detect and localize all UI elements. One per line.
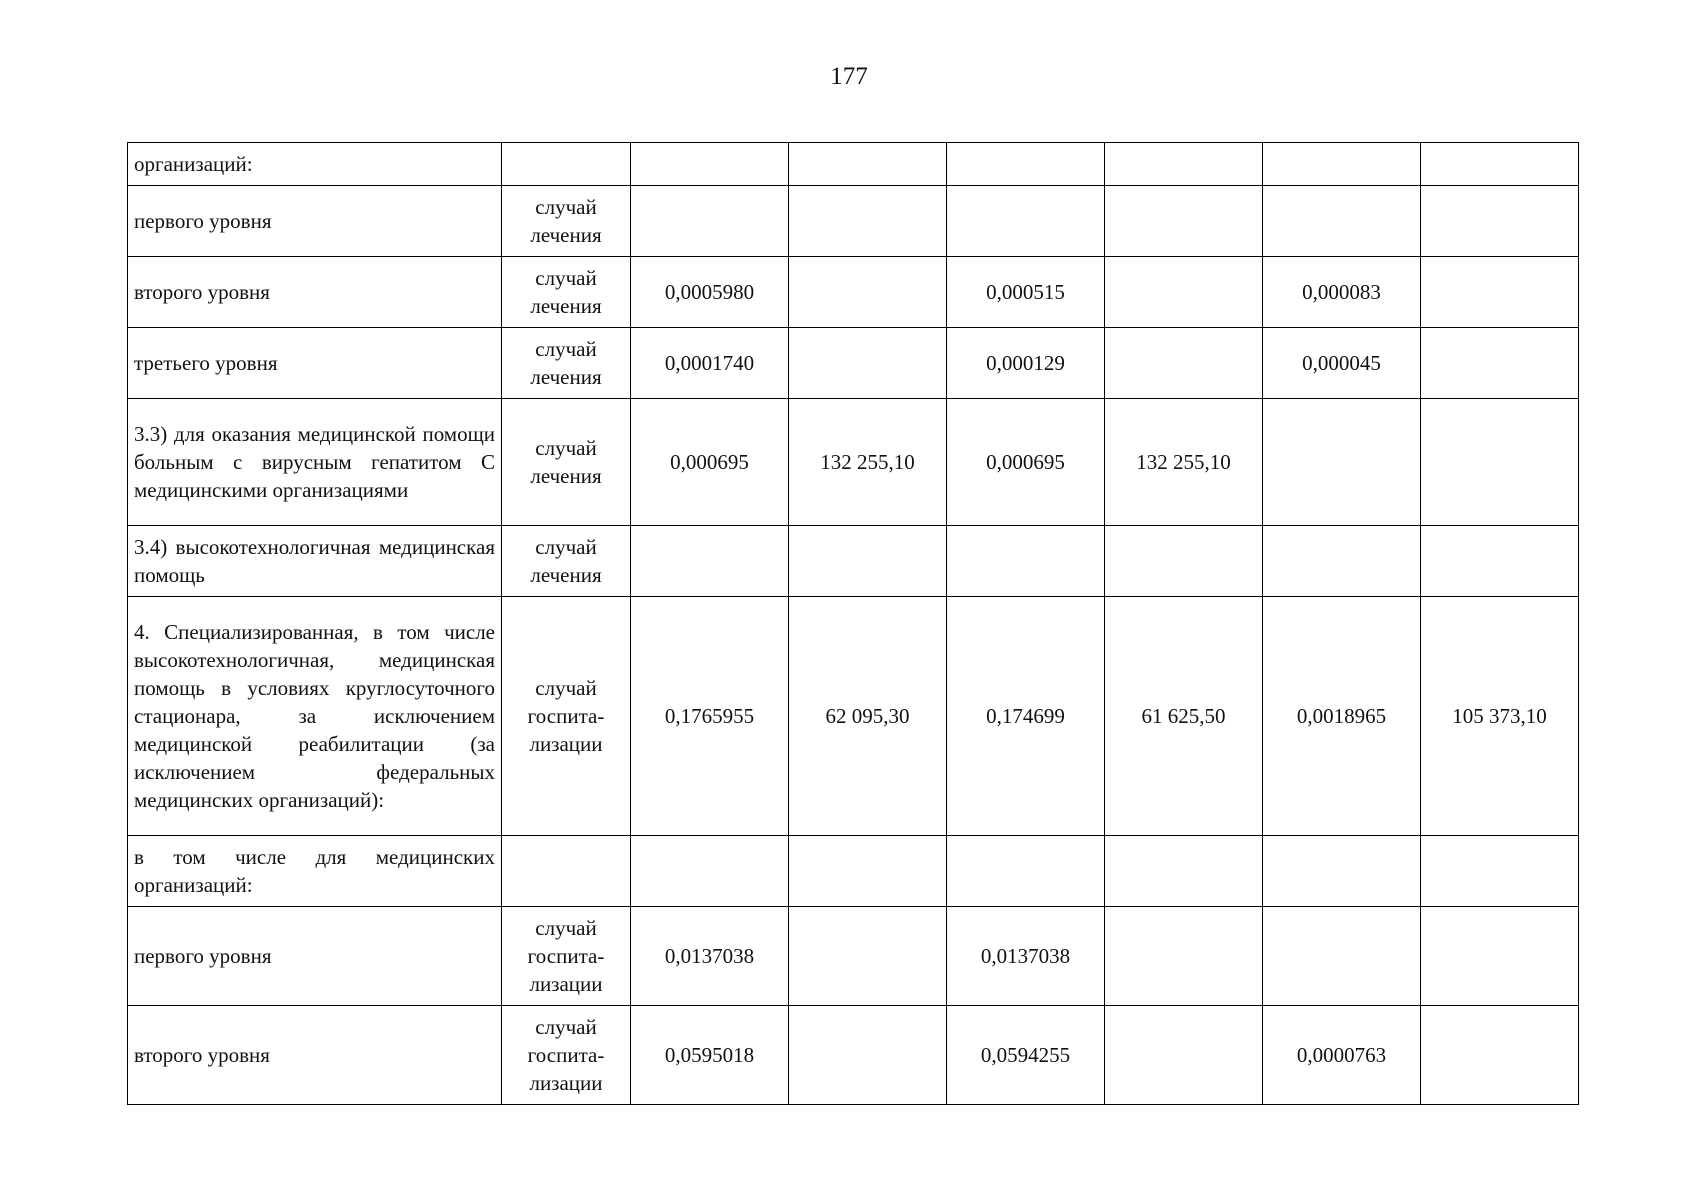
unit-cell bbox=[502, 1006, 631, 1105]
value-cell: 0,000083 bbox=[1263, 257, 1421, 328]
value-cell: 0,000695 bbox=[947, 399, 1105, 526]
value-cell: 105 373,10 bbox=[1421, 597, 1579, 836]
unit-line: госпита- bbox=[527, 1043, 605, 1067]
unit-line: случай bbox=[535, 266, 597, 290]
row-name-cell: в том числе для медицинских организаций: bbox=[128, 836, 502, 907]
value-cell: 62 095,30 bbox=[789, 597, 947, 836]
unit-cell bbox=[502, 328, 631, 399]
unit-line: лизации bbox=[529, 1071, 603, 1095]
value-cell: 0,0137038 bbox=[947, 907, 1105, 1006]
row-name-cell: второго уровня bbox=[128, 1006, 502, 1105]
table-row bbox=[128, 597, 1579, 836]
row-name-cell: 3.4) высокотехнологичная медицинская помощь bbox=[128, 526, 502, 597]
unit-line: госпита- bbox=[527, 704, 605, 728]
unit-line: лечения bbox=[530, 223, 602, 247]
unit-cell bbox=[502, 836, 631, 907]
value-cell: 0,0005980 bbox=[631, 257, 789, 328]
unit-line: лизации bbox=[529, 732, 603, 756]
unit-line: лечения bbox=[530, 294, 602, 318]
value-cell bbox=[1105, 1006, 1263, 1105]
value-cell: 0,0137038 bbox=[631, 907, 789, 1006]
table-row bbox=[128, 328, 1579, 399]
unit-cell bbox=[502, 907, 631, 1006]
value-cell: 0,0595018 bbox=[631, 1006, 789, 1105]
unit-cell bbox=[502, 597, 631, 836]
value-cell bbox=[1105, 257, 1263, 328]
value-cell: 0,0594255 bbox=[947, 1006, 1105, 1105]
unit-line: случай bbox=[535, 195, 597, 219]
value-cell bbox=[947, 143, 1105, 186]
value-cell: 0,000515 bbox=[947, 257, 1105, 328]
value-cell: 61 625,50 bbox=[1105, 597, 1263, 836]
value-cell bbox=[1105, 836, 1263, 907]
value-cell bbox=[947, 836, 1105, 907]
value-cell bbox=[789, 1006, 947, 1105]
value-cell bbox=[631, 143, 789, 186]
value-cell bbox=[1421, 186, 1579, 257]
value-cell bbox=[1105, 328, 1263, 399]
value-cell bbox=[789, 526, 947, 597]
unit-line: случай bbox=[535, 337, 597, 361]
data-table bbox=[127, 142, 1579, 1105]
value-cell bbox=[1421, 399, 1579, 526]
value-cell bbox=[1263, 836, 1421, 907]
row-name-cell: 3.3) для оказания медицинской помощи больным с вирусным гепатитом С медицинскими организациями bbox=[128, 399, 502, 526]
value-cell bbox=[1263, 907, 1421, 1006]
value-cell bbox=[1421, 328, 1579, 399]
unit-cell bbox=[502, 399, 631, 526]
unit-line: госпита- bbox=[527, 944, 605, 968]
value-cell bbox=[1105, 143, 1263, 186]
value-cell bbox=[1421, 907, 1579, 1006]
value-cell: 0,000045 bbox=[1263, 328, 1421, 399]
value-cell bbox=[1105, 907, 1263, 1006]
unit-line: случай bbox=[535, 535, 597, 559]
table-row bbox=[128, 907, 1579, 1006]
value-cell bbox=[1105, 526, 1263, 597]
value-cell bbox=[1263, 186, 1421, 257]
unit-cell bbox=[502, 143, 631, 186]
value-cell bbox=[1421, 143, 1579, 186]
table-row bbox=[128, 143, 1579, 186]
value-cell bbox=[1421, 836, 1579, 907]
value-cell bbox=[789, 186, 947, 257]
row-name-cell: первого уровня bbox=[128, 186, 502, 257]
value-cell: 0,1765955 bbox=[631, 597, 789, 836]
row-name-cell: третьего уровня bbox=[128, 328, 502, 399]
unit-line: случай bbox=[535, 676, 597, 700]
value-cell bbox=[631, 836, 789, 907]
value-cell bbox=[789, 257, 947, 328]
row-name-cell: второго уровня bbox=[128, 257, 502, 328]
value-cell: 0,0000763 bbox=[1263, 1006, 1421, 1105]
unit-line: лечения bbox=[530, 365, 602, 389]
value-cell: 132 255,10 bbox=[1105, 399, 1263, 526]
value-cell bbox=[631, 526, 789, 597]
value-cell bbox=[1421, 526, 1579, 597]
value-cell bbox=[789, 143, 947, 186]
unit-line: случай bbox=[535, 436, 597, 460]
value-cell bbox=[947, 526, 1105, 597]
value-cell: 0,174699 bbox=[947, 597, 1105, 836]
unit-cell bbox=[502, 186, 631, 257]
table-row bbox=[128, 836, 1579, 907]
value-cell bbox=[1263, 143, 1421, 186]
unit-line: лизации bbox=[529, 972, 603, 996]
value-cell: 0,000695 bbox=[631, 399, 789, 526]
value-cell bbox=[1263, 399, 1421, 526]
value-cell bbox=[1421, 1006, 1579, 1105]
value-cell bbox=[631, 186, 789, 257]
row-name-cell: организаций: bbox=[128, 143, 502, 186]
value-cell: 132 255,10 bbox=[789, 399, 947, 526]
unit-line: лечения bbox=[530, 464, 602, 488]
value-cell bbox=[947, 186, 1105, 257]
value-cell bbox=[1105, 186, 1263, 257]
unit-cell bbox=[502, 257, 631, 328]
table-row bbox=[128, 257, 1579, 328]
table-row bbox=[128, 526, 1579, 597]
value-cell bbox=[1263, 526, 1421, 597]
value-cell: 0,000129 bbox=[947, 328, 1105, 399]
value-cell bbox=[1421, 257, 1579, 328]
row-name-cell: первого уровня bbox=[128, 907, 502, 1006]
value-cell bbox=[789, 907, 947, 1006]
row-name-cell: 4. Специализированная, в том числе высокотехнологичная, медицинская помощь в условиях круглосуточного стационара, за исключением медицинской реабилитации (за исключением федеральных медицинских организаций): bbox=[128, 597, 502, 836]
unit-cell bbox=[502, 526, 631, 597]
value-cell bbox=[789, 328, 947, 399]
table-row bbox=[128, 1006, 1579, 1105]
table-row bbox=[128, 399, 1579, 526]
value-cell: 0,0001740 bbox=[631, 328, 789, 399]
page-number: 177 bbox=[830, 63, 868, 90]
value-cell bbox=[789, 836, 947, 907]
value-cell: 0,0018965 bbox=[1263, 597, 1421, 836]
unit-line: случай bbox=[535, 916, 597, 940]
unit-line: случай bbox=[535, 1015, 597, 1039]
table-row bbox=[128, 186, 1579, 257]
unit-line: лечения bbox=[530, 563, 602, 587]
